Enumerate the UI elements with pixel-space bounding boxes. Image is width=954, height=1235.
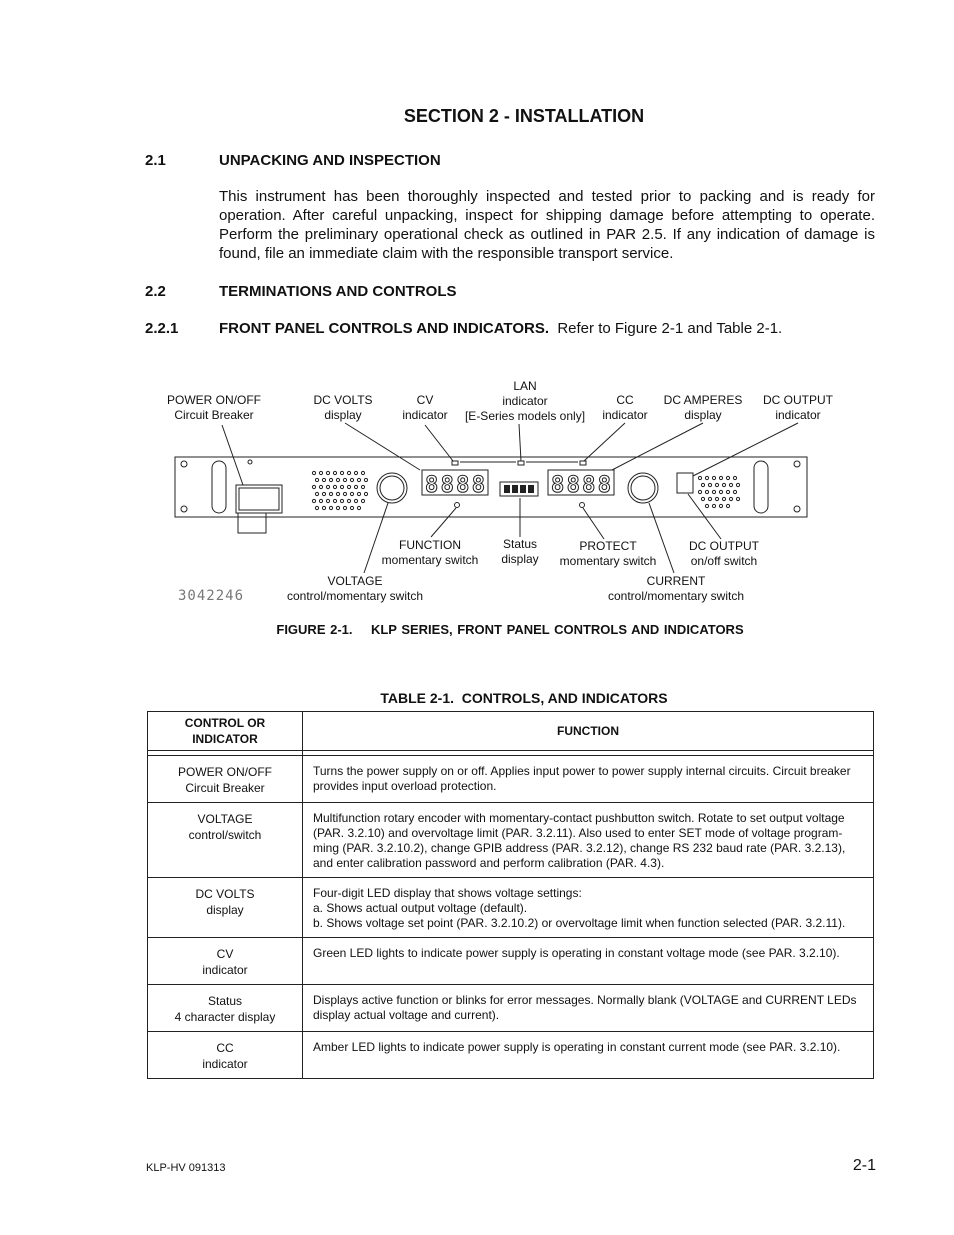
label-lan: LAN indicator [E-Series models only] (464, 379, 586, 423)
label-function: FUNCTION momentary switch (381, 538, 479, 567)
row-function: Green LED lights to indicate power supply is operating in constant voltage mode (see PAR. 3.2.10). (303, 938, 874, 985)
footer-page-number: 2-1 (852, 1157, 876, 1174)
table-header-row (148, 712, 874, 751)
row-control: Status 4 character display (148, 985, 303, 1032)
label-voltage: VOLTAGE control/momentary switch (286, 574, 424, 603)
header-function: FUNCTION (303, 712, 874, 751)
section-2-2-1-title: FRONT PANEL CONTROLS AND INDICATORS. (219, 320, 549, 337)
row-function: Displays active function or blinks for error messages. Normally blank (VOLTAGE and CURRENT LEDs display actual voltage and current). (303, 985, 874, 1032)
row-control: VOLTAGE control/switch (148, 803, 303, 878)
label-dc-output-indicator: DC OUTPUT indicator (763, 393, 833, 422)
protect-switch (580, 503, 585, 508)
label-dc-volts: DC VOLTS display (313, 393, 373, 422)
row-function: Turns the power supply on or off. Applies input power to power supply internal circuits. Circuit breaker provides input overload protection. (303, 756, 874, 803)
label-cc: CC indicator (602, 393, 648, 422)
figure-caption: FIGURE 2-1. KLP SERIES, FRONT PANEL CONTROLS AND INDICATORS (276, 622, 744, 637)
dc-output-switch (677, 473, 693, 493)
table-row (148, 1032, 874, 1079)
current-knob (628, 473, 658, 503)
section-2-1-body: This instrument has been thoroughly inspected and tested prior to packing and is ready for operation. After careful unpacking, inspect for shipping damage before attempting to operate. Perform the preliminary operational check as outlined in PAR 2.5. If any indication of damage is found, file an immediate claim with the responsible transport service. (219, 188, 875, 262)
section-2-2-number: 2.2 (145, 283, 166, 300)
section-2-2-1-number: 2.2.1 (145, 320, 179, 337)
section-title: SECTION 2 - INSTALLATION (403, 106, 645, 126)
lan-led (518, 461, 524, 465)
row-control: CV indicator (148, 938, 303, 985)
section-2-2-1-ref: Refer to Figure 2-1 and Table 2-1. (557, 320, 783, 337)
voltage-knob (377, 473, 407, 503)
row-control: DC VOLTS display (148, 878, 303, 938)
section-2-2-title: TERMINATIONS AND CONTROLS (219, 283, 457, 300)
part-number: 3042246 (178, 588, 245, 604)
header-control: CONTROL OR INDICATOR (148, 712, 303, 751)
label-power-on-off: POWER ON/OFF Circuit Breaker (167, 393, 261, 422)
table-row (148, 756, 874, 803)
footer-doc-id: KLP-HV 091313 (146, 1162, 226, 1174)
row-function: Multifunction rotary encoder with momentary-contact pushbutton switch. Rotate to set output voltage (PAR. 3.2.10) and overvoltage limit (PAR. 3.2.11). Also used to enter SET mode of voltage program-ming (PAR. 3.2.10.2), change GPIB address (PAR. 3.2.12), change RS 232 baud rate (PAR. 3.2.13), and enter calibration password and perform calibration (PAR. 4.3). (303, 803, 874, 878)
label-current: CURRENT control/momentary switch (607, 574, 745, 603)
cv-led (452, 461, 458, 465)
power-breaker (236, 485, 282, 513)
row-function: Amber LED lights to indicate power supply is operating in constant current mode (see PAR. 3.2.10). (303, 1032, 874, 1079)
label-dc-amperes: DC AMPERES display (663, 393, 743, 422)
row-control: CC indicator (148, 1032, 303, 1079)
cc-led (580, 461, 586, 465)
label-dc-output-switch: DC OUTPUT on/off switch (689, 539, 759, 568)
svg-text:8888: 8888 (551, 473, 611, 498)
table-caption: TABLE 2-1. CONTROLS, AND INDICATORS (380, 690, 668, 706)
row-control: POWER ON/OFF Circuit Breaker (148, 756, 303, 803)
label-protect: PROTECT momentary switch (559, 539, 657, 568)
function-switch (455, 503, 460, 508)
svg-text:8888: 8888 (425, 473, 485, 498)
right-handle (754, 461, 768, 513)
table-row (148, 878, 874, 938)
controls-table (147, 711, 874, 1079)
section-2-1-title: UNPACKING AND INSPECTION (219, 152, 441, 169)
label-status: Status display (501, 537, 539, 566)
table-row (148, 938, 874, 985)
table-row (148, 803, 874, 878)
label-cv: CV indicator (402, 393, 448, 422)
left-handle (212, 461, 226, 513)
section-2-1-number: 2.1 (145, 152, 166, 169)
table-row (148, 985, 874, 1032)
row-function: Four-digit LED display that shows voltage settings: a. Shows actual output voltage (default). b. Shows voltage set point (PAR. 3.2.10.2) or overvoltage limit when function selected (PAR. 3.2.11). (303, 878, 874, 938)
